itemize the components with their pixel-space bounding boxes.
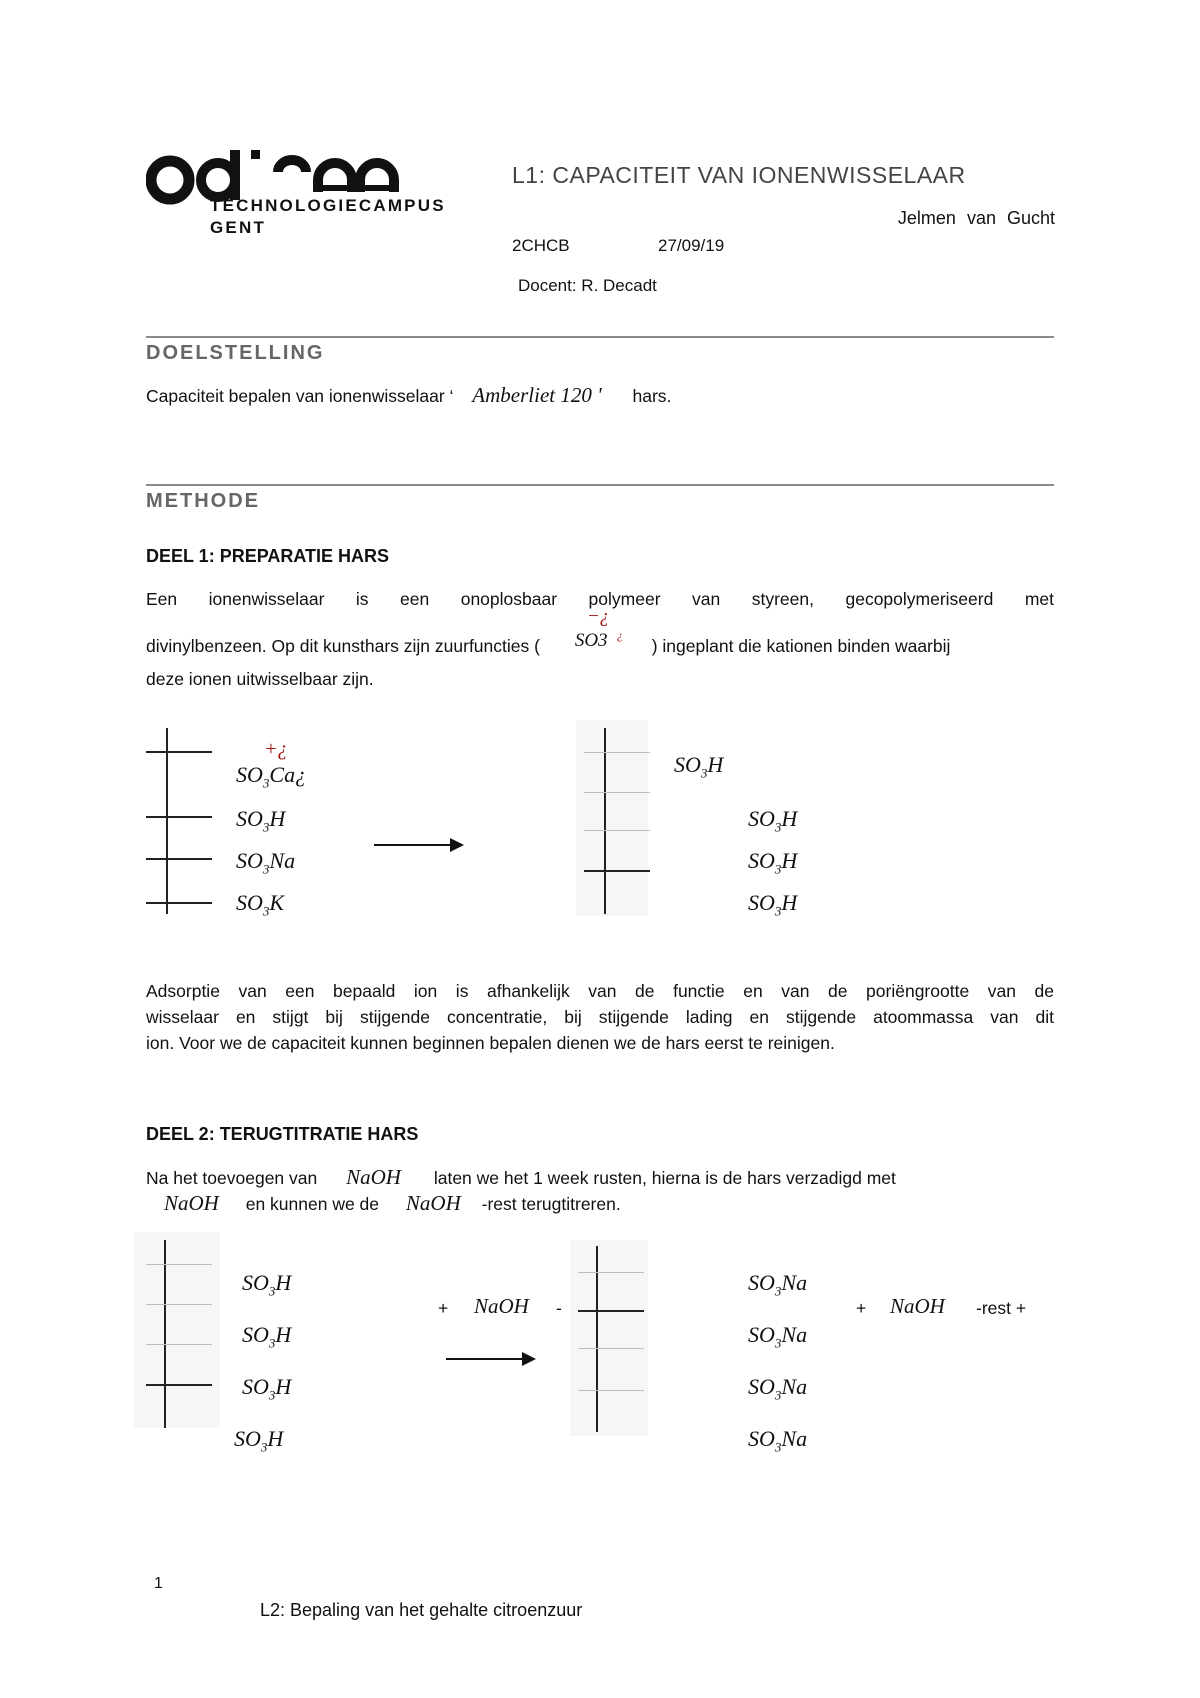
resin-branch <box>146 902 212 904</box>
sulfonate-symbol: SO3 <box>574 630 608 651</box>
resin-branch <box>584 830 650 831</box>
footer-text: L2: Bepaling van het gehalte citroenzuur <box>260 1600 583 1620</box>
group-label: $SO_3Na$ <box>748 1270 808 1299</box>
teacher-name: Docent: R. Decadt <box>518 276 657 295</box>
group-label: $SO_3Na$ <box>748 1322 808 1351</box>
resin-branch <box>584 752 650 753</box>
doelstelling-text <box>146 382 1054 409</box>
reaction-arrow <box>446 1358 534 1360</box>
resin-branch <box>578 1272 644 1273</box>
resin-branch <box>146 1384 212 1386</box>
resin-backbone <box>596 1246 598 1432</box>
deel1-line2-after: ) ingeplant die kationen binden waarbij <box>651 636 951 656</box>
reaction-arrow <box>374 844 462 846</box>
group-label: $SO_3H$ <box>242 1270 292 1299</box>
section-heading-methode: METHODE <box>146 490 260 512</box>
plus-sign: + <box>856 1298 867 1318</box>
doelstelling-text-before: Capaciteit bepalen van ionenwisselaar ‘ <box>146 386 454 406</box>
deel1-line1: Een ionenwisselaar is een onoplosbaar polymeer van styreen, gecopolymeriseerd met <box>146 589 1054 609</box>
deel2-line2-after: -rest terugtitreren. <box>481 1194 621 1214</box>
resin-background <box>576 720 648 916</box>
section-divider <box>146 484 1054 486</box>
rest-label: -rest + <box>976 1298 1027 1318</box>
deel2-line1 <box>146 1164 1054 1191</box>
resin-branch <box>146 816 212 818</box>
deel2-line1-after: laten we het 1 week rusten, hierna is de hars verzadigd met <box>433 1168 896 1188</box>
group-label: $SO_3H$ <box>236 806 286 835</box>
resin-backbone <box>604 728 606 914</box>
deel2-line1-before: Na het toevoegen van <box>146 1168 318 1188</box>
deel1-line2-before: divinylbenzeen. Op dit kunsthars zijn zuurfuncties ( <box>146 636 540 656</box>
naoh-formula: NaOH <box>405 1191 461 1215</box>
group-label: $SO_3H$ <box>242 1322 292 1351</box>
resin-branch <box>146 1304 212 1305</box>
deel2-line2-mid: en kunnen we de <box>245 1194 380 1214</box>
naoh-formula: NaOH <box>346 1165 401 1189</box>
group-label: $SO_3H$ <box>748 848 798 877</box>
deel2-line2 <box>146 1190 1054 1217</box>
sulfonate-charge: −¿ <box>586 606 610 627</box>
resin-branch <box>578 1348 644 1349</box>
resin-background <box>134 1232 220 1428</box>
naoh-formula: NaOH <box>890 1294 945 1318</box>
deel1-paragraph-line1: Adsorptie van een bepaald ion is afhankelijk van de functie en van de poriëngrootte van de <box>146 981 1054 1001</box>
sulfonate-tail: ¿ <box>616 628 623 642</box>
resin-branch <box>146 751 212 753</box>
naoh-formula: NaOH <box>474 1294 529 1318</box>
deel2-heading: DEEL 2: TERUGTITRATIE HARS <box>146 1124 419 1144</box>
deel1-heading: DEEL 1: PREPARATIE HARS <box>146 546 390 566</box>
resin-branch <box>146 1264 212 1265</box>
resin-branch <box>146 1344 212 1345</box>
section-heading-doelstelling: DOELSTELLING <box>146 342 325 364</box>
resin-branch <box>578 1390 644 1391</box>
deel1-paragraph-line2: wisselaar en stijgt bij stijgende concentratie, bij stijgende lading en stijgende atoommassa van dit <box>146 1007 1054 1027</box>
plus-sign: + <box>438 1298 449 1318</box>
naoh-formula: NaOH <box>164 1191 219 1215</box>
group-label: $SO_3Na$ <box>748 1374 808 1403</box>
calcium-charge: +¿ <box>264 738 288 760</box>
resin-branch <box>146 858 212 860</box>
doelstelling-text-after: hars. <box>632 386 672 406</box>
group-label: $SO_3Na$ <box>748 1426 808 1455</box>
author-name: Jelmen van Gucht <box>897 208 1055 228</box>
group-label: $SO_3H$ <box>748 890 798 919</box>
page-number: 1 <box>154 1575 163 1592</box>
group-label: $SO_3H$ <box>748 806 798 835</box>
logo-subtitle-campus: TECHNOLOGIECAMPUS <box>210 196 446 215</box>
resin-branch <box>584 792 650 793</box>
document-title: L1: CAPACITEIT VAN IONENWISSELAAR <box>512 162 966 188</box>
group-label: $SO_3Ca¿$ <box>236 762 307 791</box>
group-label: $SO_3H$ <box>234 1426 284 1455</box>
deel1-line2 <box>146 606 1054 659</box>
doelstelling-math: Amberliet 120 ' <box>472 383 602 407</box>
resin-background <box>570 1240 648 1436</box>
dash-sign: - <box>556 1298 562 1318</box>
document-date: 27/09/19 <box>658 236 725 255</box>
deel1-line3: deze ionen uitwisselbaar zijn. <box>146 669 374 689</box>
group-label: $SO_3K$ <box>236 890 285 919</box>
resin-backbone <box>166 728 168 914</box>
class-code: 2CHCB <box>512 236 570 255</box>
group-label: $SO_3H$ <box>242 1374 292 1403</box>
logo-subtitle-city: GENT <box>210 218 267 237</box>
group-label: $SO_3Na$ <box>236 848 296 877</box>
resin-branch <box>578 1310 644 1312</box>
section-divider <box>146 336 1054 338</box>
group-label: $SO_3H$ <box>674 752 724 781</box>
resin-branch <box>584 870 650 872</box>
resin-backbone <box>164 1240 166 1428</box>
sulfonate-formula <box>545 606 625 652</box>
deel1-paragraph-line3: ion. Voor we de capaciteit kunnen beginnen bepalen dienen we de hars eerst te reinigen. <box>146 1033 835 1053</box>
